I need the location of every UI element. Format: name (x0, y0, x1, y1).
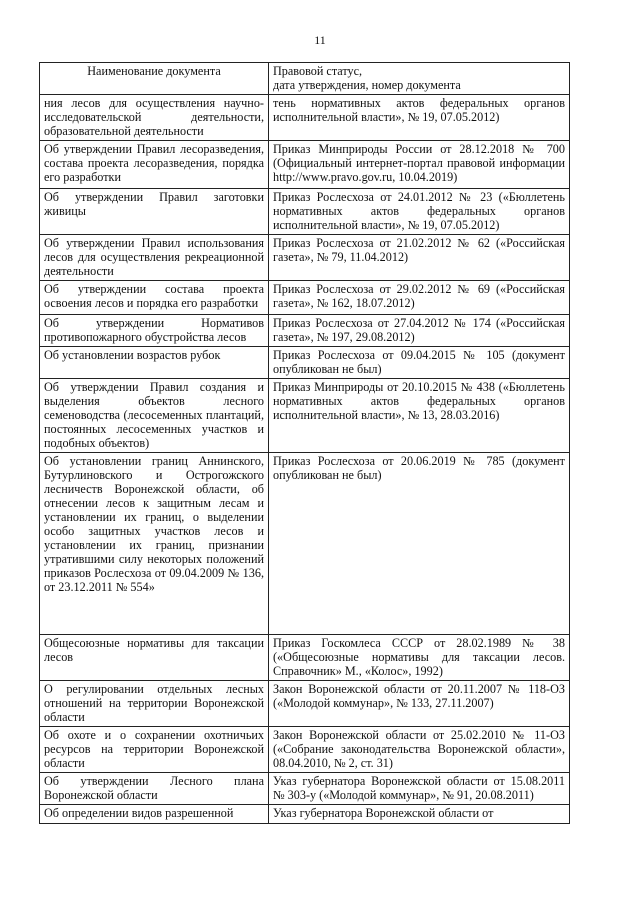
table-row (40, 635, 570, 681)
document-name-cell: Об установлении возрастов рубок (40, 347, 269, 379)
table-row (40, 189, 570, 235)
table-row (40, 379, 570, 453)
table-row (40, 453, 570, 635)
table-row (40, 805, 570, 824)
table-row (40, 95, 570, 141)
legal-status-cell: Приказ Рослесхоза от 21.02.2012 № 62 («Российская газета», № 79, 11.04.2012) (269, 235, 570, 281)
legal-status-cell: Приказ Рослесхоза от 24.01.2012 № 23 («Бюллетень нормативных актов федеральных органов исполнительной власти», № 19, 07.05.2012) (269, 189, 570, 235)
table-header-row (40, 63, 570, 95)
table-row (40, 141, 570, 189)
column-header-legal-status (269, 63, 570, 95)
document-name-cell: Об утверждении Нормативов противопожарного обустройства лесов (40, 315, 269, 347)
legal-status-cell: Закон Воронежской области от 25.02.2010 № 11-ОЗ («Собрание законодательства Воронежской области», 08.04.2010, № 2, ст. 31) (269, 727, 570, 773)
document-name-cell: Об утверждении состава проекта освоения лесов и порядка его разработки (40, 281, 269, 315)
legal-status-cell: Приказ Рослесхоза от 20.06.2019 № 785 (документ опубликован не был) (269, 453, 570, 635)
column-header-legal-status-line1: Правовой статус, (273, 64, 363, 78)
legal-status-cell: Указ губернатора Воронежской области от (269, 805, 570, 824)
documents-table (39, 62, 570, 824)
document-name-cell: Об определении видов разрешенной (40, 805, 269, 824)
document-name-cell: Об утверждении Правил создания и выделения объектов лесного семеноводства (лесосеменных плантаций, постоянных лесосеменных участков и подобных объектов) (40, 379, 269, 453)
column-header-legal-status-line2: дата утверждения, номер документа (273, 78, 461, 92)
legal-status-cell: Закон Воронежской области от 20.11.2007 № 118-ОЗ («Молодой коммунар», № 133, 27.11.2007) (269, 681, 570, 727)
table-row (40, 281, 570, 315)
document-name-cell: Об утверждении Правил заготовки живицы (40, 189, 269, 235)
column-header-document-name: Наименование документа (40, 63, 269, 95)
document-name-cell: Об установлении границ Аннинского, Бутурлиновского и Острогожского лесничеств Воронежской области, об отнесении лесов к защитным лесам и установлении их границ, о выделении особо защитных участков лесов и установлении их границ, признании утратившими силу некоторых положений приказов Рослесхоза от 09.04.2009 № 136, от 23.12.2011 № 554» (40, 453, 269, 635)
legal-status-cell: Указ губернатора Воронежской области от 15.08.2011 № 303-у («Молодой коммунар», № 91, 20.08.2011) (269, 773, 570, 805)
legal-status-cell: Приказ Минприроды от 20.10.2015 № 438 («Бюллетень нормативных актов федеральных органов исполнительной власти», № 13, 28.03.2016) (269, 379, 570, 453)
page-number: 11 (314, 33, 326, 47)
document-name-cell: Об утверждении Правил использования лесов для осуществления рекреационной деятельности (40, 235, 269, 281)
document-name-cell: Об утверждении Лесного плана Воронежской области (40, 773, 269, 805)
document-name-cell: ния лесов для осуществления научно-исследовательской деятельности, образовательной деятельности (40, 95, 269, 141)
table-row (40, 727, 570, 773)
table-row (40, 235, 570, 281)
table-row (40, 773, 570, 805)
legal-status-cell: Приказ Рослесхоза от 27.04.2012 № 174 («Российская газета», № 197, 29.08.2012) (269, 315, 570, 347)
document-name-cell: Общесоюзные нормативы для таксации лесов (40, 635, 269, 681)
legal-status-cell: Приказ Госкомлеса СССР от 28.02.1989 № 38 («Общесоюзные нормативы для таксации лесов. Справочник» М., «Колос», 1992) (269, 635, 570, 681)
table-row (40, 315, 570, 347)
table-row (40, 347, 570, 379)
document-name-cell: Об охоте и о сохранении охотничьих ресурсов на территории Воронежской области (40, 727, 269, 773)
legal-status-cell: тень нормативных актов федеральных органов исполнительной власти», № 19, 07.05.2012) (269, 95, 570, 141)
legal-status-cell: Приказ Рослесхоза от 29.02.2012 № 69 («Российская газета», № 162, 18.07.2012) (269, 281, 570, 315)
document-name-cell: Об утверждении Правил лесоразведения, состава проекта лесоразведения, порядка его разработки (40, 141, 269, 189)
legal-status-cell: Приказ Рослесхоза от 09.04.2015 № 105 (документ опубликован не был) (269, 347, 570, 379)
table-row (40, 681, 570, 727)
document-name-cell: О регулировании отдельных лесных отношений на территории Воронежской области (40, 681, 269, 727)
legal-status-cell: Приказ Минприроды России от 28.12.2018 № 700 (Официальный интернет-портал правовой информации http://www.pravo.gov.ru, 10.04.2019) (269, 141, 570, 189)
